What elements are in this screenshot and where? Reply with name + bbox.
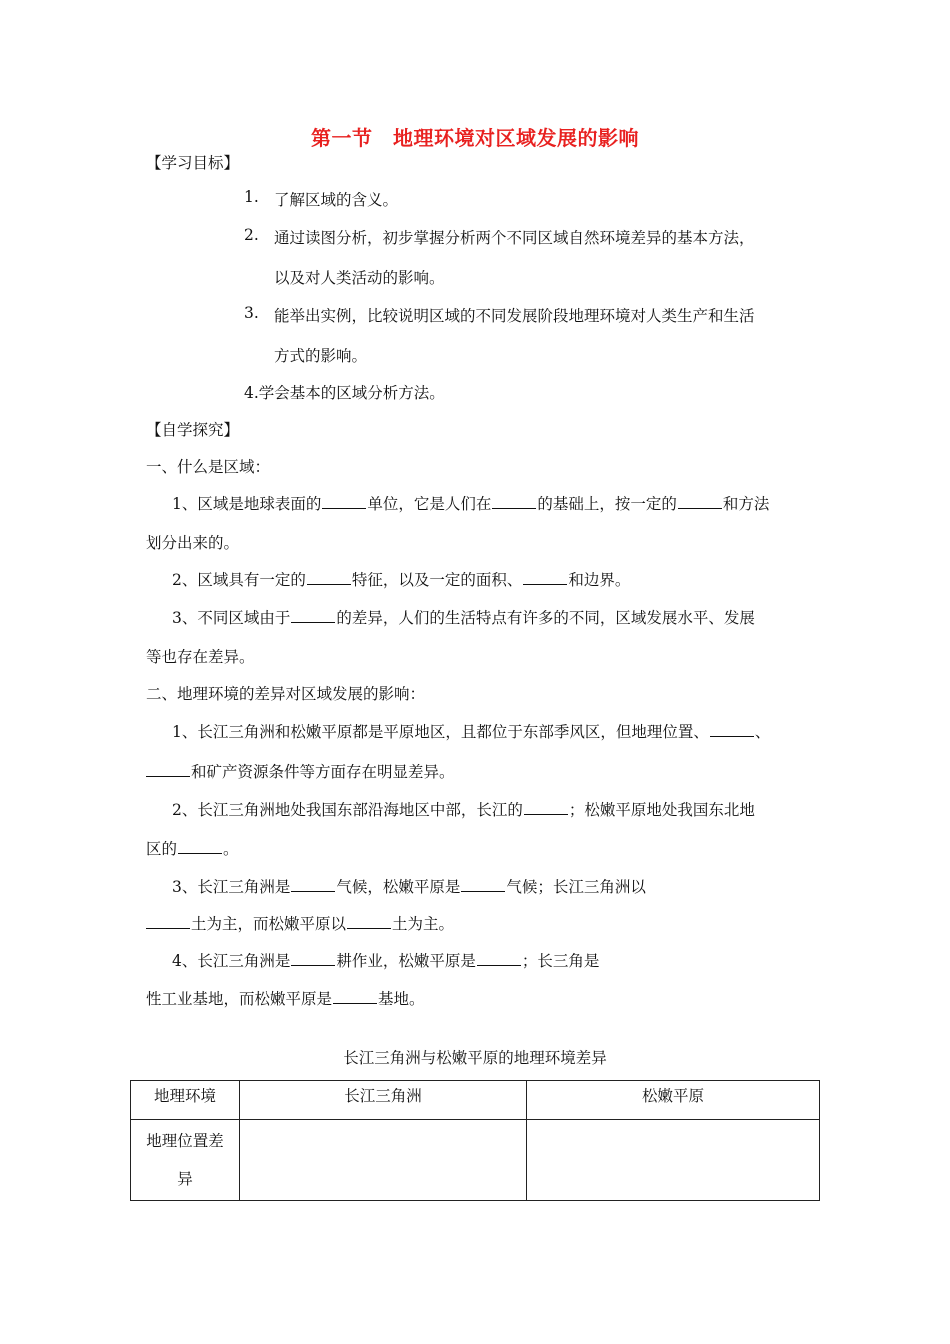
objective-2-number: 2.: [244, 226, 259, 244]
s1-paragraph-1-line2: 划分出来的。: [146, 534, 240, 552]
table-header-row: [131, 1081, 820, 1120]
blank[interactable]: [710, 722, 754, 737]
s2-paragraph-4-line1: 4、长江三角洲是 耕作业，松嫩平原是 ；长三角是: [172, 952, 600, 970]
s2-paragraph-4-line2: 性工业基地，而松嫩平原是 基地。: [146, 990, 425, 1008]
row-label-location: 地理位置差 异: [131, 1120, 240, 1201]
s2-paragraph-2-line1: 2、长江三角洲地处我国东部沿海地区中部，长江的 ；松嫩平原地处我国东北地: [172, 801, 755, 819]
blank[interactable]: [291, 951, 335, 966]
blank[interactable]: [146, 914, 190, 929]
s1-paragraph-1-line1: 1、区域是地球表面的 单位，它是人们在 的基础上，按一定的 和方法: [172, 495, 770, 513]
blank[interactable]: [524, 800, 568, 815]
blank[interactable]: [333, 989, 377, 1004]
blank[interactable]: [322, 494, 366, 509]
comparison-table: [130, 1080, 820, 1201]
blank[interactable]: [291, 608, 335, 623]
objective-3-number: 3.: [244, 304, 259, 322]
objective-3-line1: 能举出实例，比较说明区域的不同发展阶段地理环境对人类生产和生活: [274, 307, 755, 325]
s1-paragraph-3-line2: 等也存在差异。: [146, 648, 255, 666]
s2-paragraph-3-line2: 土为主，而松嫩平原以 土为主。: [146, 912, 454, 934]
table-row: [131, 1120, 820, 1201]
blank[interactable]: [307, 570, 351, 585]
objective-2-line2: 以及对人类活动的影响。: [274, 269, 445, 287]
blank[interactable]: [347, 914, 391, 929]
section-1-title: 一、什么是区域：: [146, 458, 271, 476]
s2-paragraph-3-line1: 3、长江三角洲是 气候，松嫩平原是 气候；长江三角洲以: [172, 878, 646, 896]
explore-heading: 【自学探究】: [146, 421, 240, 439]
s2-paragraph-1-line1: 1、长江三角洲和松嫩平原都是平原地区，且都位于东部季风区，但地理位置、 、: [172, 723, 771, 741]
header-cell: 松嫩平原: [527, 1081, 820, 1120]
blank[interactable]: [178, 839, 222, 854]
objective-1-text: 了解区域的含义。: [274, 191, 399, 209]
blank[interactable]: [477, 951, 521, 966]
table-cell[interactable]: [240, 1120, 527, 1201]
s2-paragraph-2-line2: 区的 。: [146, 840, 239, 858]
blank[interactable]: [678, 494, 722, 509]
s1-paragraph-2: 2、区域具有一定的 特征，以及一定的面积、 和边界。: [172, 571, 631, 589]
blank[interactable]: [492, 494, 536, 509]
objective-2-line1: 通过读图分析，初步掌握分析两个不同区域自然环境差异的基本方法，: [274, 229, 755, 247]
s1-paragraph-3-line1: 3、不同区域由于 的差异，人们的生活特点有许多的不同，区域发展水平、发展: [172, 609, 755, 627]
objective-4-text: 4.学会基本的区域分析方法。: [244, 384, 445, 402]
objectives-heading: 【学习目标】: [146, 154, 240, 172]
blank[interactable]: [461, 877, 505, 892]
blank[interactable]: [146, 762, 190, 777]
page-title: 第一节 地理环境对区域发展的影响: [311, 126, 639, 150]
objective-1-number: 1.: [244, 188, 259, 206]
table-caption: 长江三角洲与松嫩平原的地理环境差异: [343, 1049, 607, 1067]
section-2-title: 二、地理环境的差异对区域发展的影响：: [146, 685, 426, 703]
header-cell: 地理环境: [131, 1081, 240, 1120]
header-cell: 长江三角洲: [240, 1081, 527, 1120]
s2-paragraph-1-line2: 和矿产资源条件等方面存在明显差异。: [146, 760, 455, 782]
blank[interactable]: [523, 570, 567, 585]
objective-3-line2: 方式的影响。: [274, 347, 368, 365]
table-cell[interactable]: [527, 1120, 820, 1201]
blank[interactable]: [291, 877, 335, 892]
